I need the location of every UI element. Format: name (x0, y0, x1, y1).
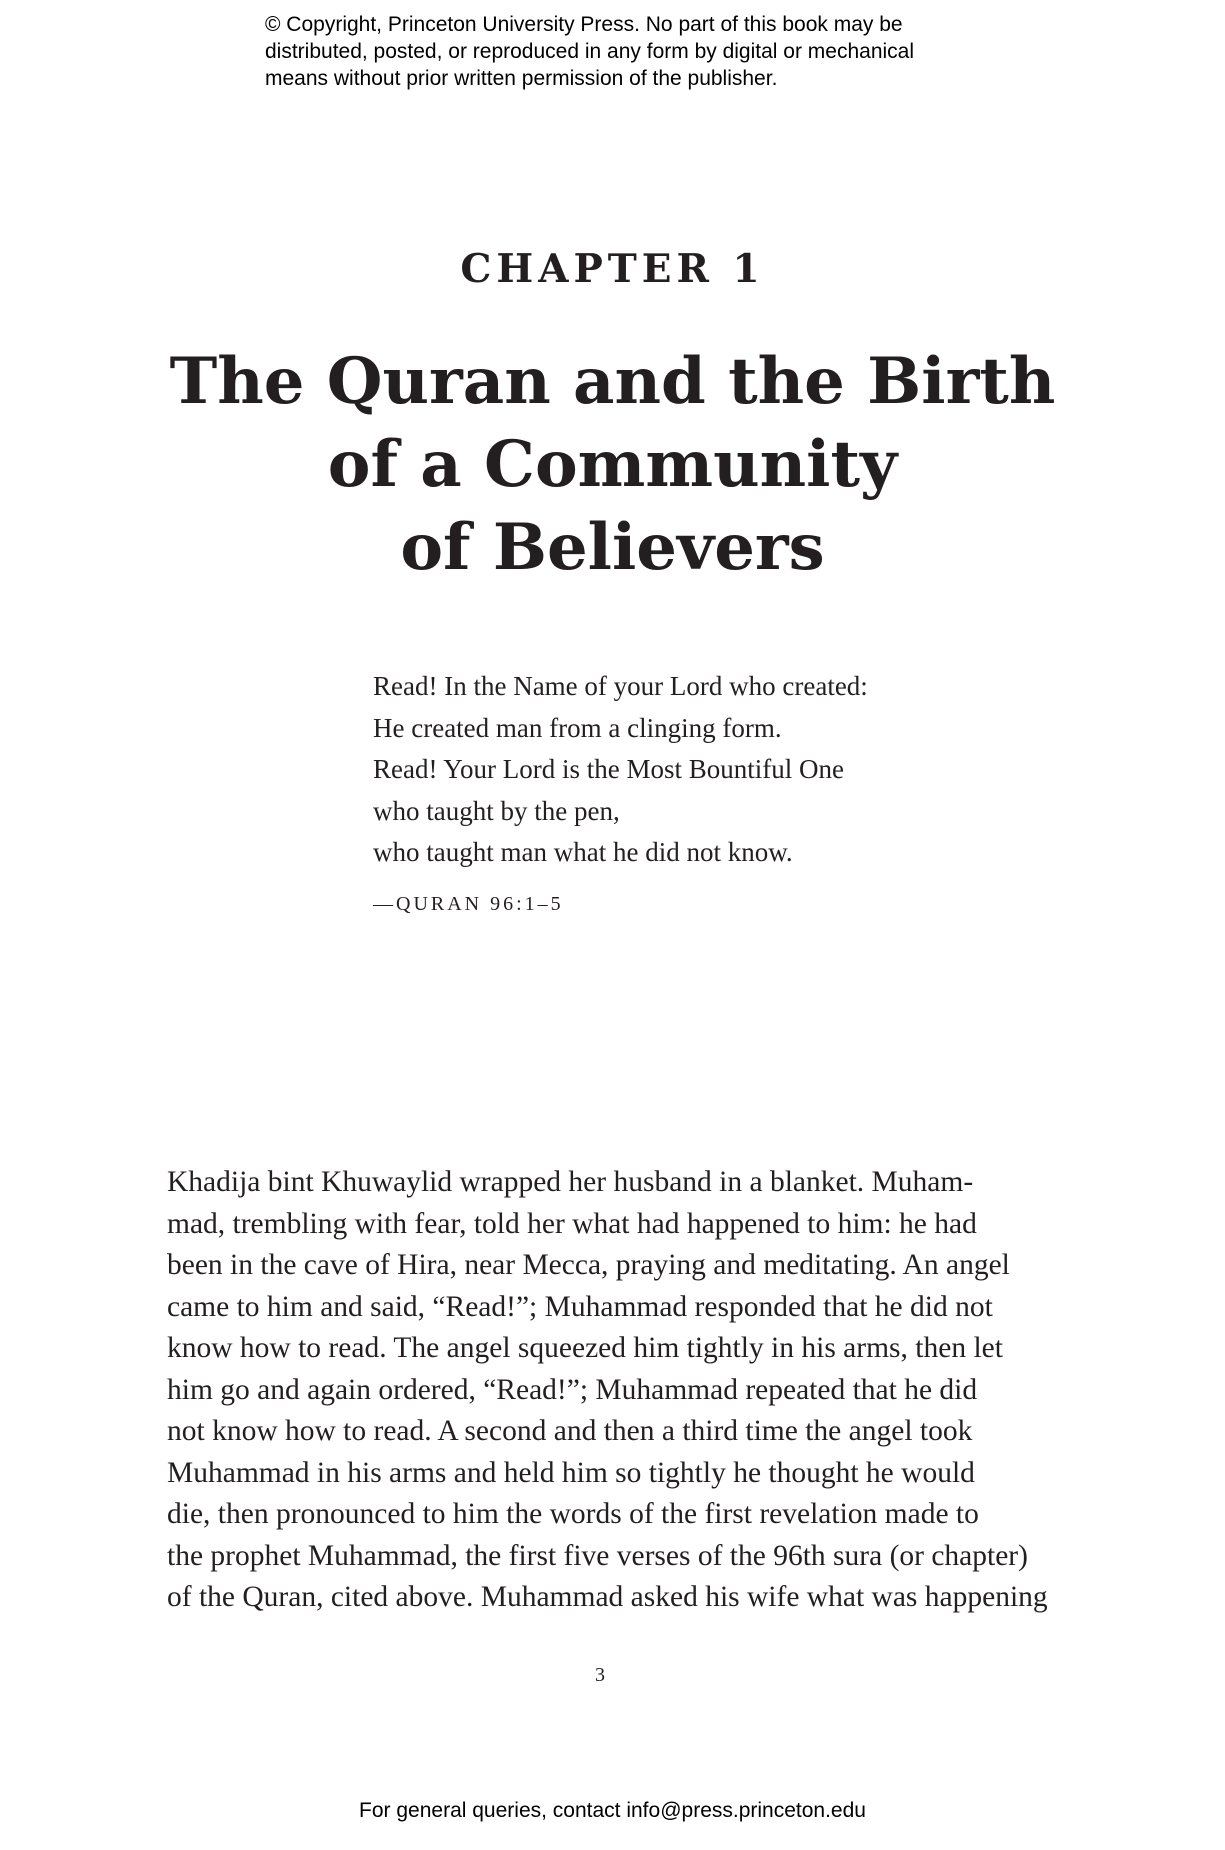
epigraph-line: Read! In the Name of your Lord who created: (373, 671, 868, 701)
body-line: mad, trembling with fear, told her what had happened to him: he had (167, 1207, 977, 1240)
body-line: been in the cave of Hira, near Mecca, praying and meditating. An angel (167, 1249, 1010, 1281)
body-line: him go and again ordered, “Read!”; Muhammad repeated that he did (167, 1373, 978, 1406)
copyright-line: © Copyright, Princeton University Press. No part of this book may be (265, 13, 903, 36)
epigraph-line: Read! Your Lord is the Most Bountiful One (373, 754, 844, 784)
copyright-notice (265, 11, 1025, 92)
body-line: Muhammad in his arms and held him so tightly he thought he would (167, 1456, 975, 1489)
body-line: Khadija bint Khuwaylid wrapped her husband in a blanket. Muham- (167, 1166, 974, 1198)
body-line: the prophet Muhammad, the first five verses of the 96th sura (or chapter) (167, 1539, 1028, 1572)
body-line: die, then pronounced to him the words of the first revelation made to (167, 1498, 979, 1530)
epigraph-source: —QURAN 96:1–5 (373, 893, 564, 915)
body-line: of the Quran, cited above. Muhammad asked his wife what was happening (167, 1581, 1048, 1613)
epigraph (373, 666, 1013, 874)
chapter-label: CHAPTER 1 (460, 246, 765, 292)
epigraph-line: He created man from a clinging form. (373, 712, 782, 743)
epigraph-line: who taught by the pen, (373, 795, 620, 826)
body-line: not know how to read. A second and then a third time the angel took (167, 1415, 973, 1447)
body-line: came to him and said, “Read!”; Muhammad responded that he did not (167, 1290, 993, 1323)
copyright-line: distributed, posted, or reproduced in any form by digital or mechanical (265, 40, 915, 63)
copyright-line: means without prior written permission of the publisher. (265, 67, 778, 90)
chapter-title-line: The Quran and the Birth (169, 344, 1056, 419)
body-text (167, 1162, 1048, 1619)
footer-contact: For general queries, contact info@press.princeton.edu (359, 1799, 866, 1822)
chapter-title-line: of a Community (327, 427, 898, 502)
chapter-title-line: of Believers (400, 510, 825, 585)
page-number: 3 (595, 1664, 605, 1686)
epigraph-line: who taught man what he did not know. (373, 837, 793, 867)
chapter-title (0, 340, 1225, 589)
body-line: know how to read. The angel squeezed him tightly in his arms, then let (167, 1332, 1003, 1364)
